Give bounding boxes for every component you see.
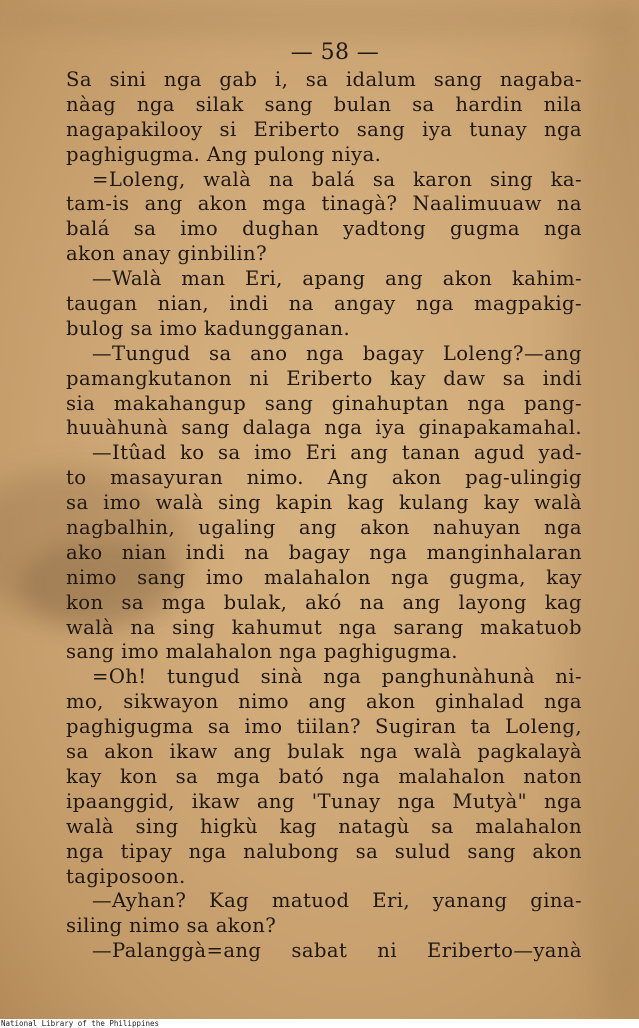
text-line: tagiposoon. xyxy=(66,864,186,888)
library-credit: National Library of the Philippines xyxy=(1,1019,160,1028)
text-line: walà na sing kahumut nga sarang makatuob xyxy=(66,615,582,639)
text-line: mo, sikwayon nimo ang akon ginhalad nga xyxy=(66,690,582,714)
text-line: —Itûad ko sa imo Eri ang tanan agud yad- xyxy=(92,441,582,465)
text-line: —Ayhan? Kag matuod Eri, yanang gina- xyxy=(92,889,582,913)
text-line: pamangkutanon ni Eriberto kay daw sa indi xyxy=(66,366,582,390)
text-line: —Palanggà=ang sabat ni Eriberto—yanà xyxy=(92,939,582,963)
text-line: sa imo walà sing kapin kag kulang kay walà xyxy=(66,491,582,515)
text-line: —Tungud sa ano nga bagay Loleng?—ang xyxy=(92,341,582,365)
text-line: nimo sang imo malahalon nga gugma, kay xyxy=(66,565,582,589)
text-line: taugan nian, indi na angay nga magpakig- xyxy=(66,292,582,316)
text-line: Sa sini nga gab i, sa idalum sang nagaba- xyxy=(66,68,582,91)
text-line: nàag nga silak sang bulan sa hardin nila xyxy=(66,92,582,116)
text-line: ipaanggid, ikaw ang 'Tunay nga Mutyà" nga xyxy=(66,789,582,813)
text-line: sia makahangup sang ginahuptan nga pang- xyxy=(66,391,582,415)
page-number: — 58 — xyxy=(290,40,380,65)
text-line: kay kon sa mga bató nga malahalon naton xyxy=(66,764,582,788)
text-line: =Oh! tungud sinà nga panghunàhunà ni- xyxy=(92,665,582,689)
text-line: ako nian indi na bagay nga manginhalaran xyxy=(66,540,582,564)
text-line: kon sa mga bulak, akó na ang layong kag xyxy=(66,590,582,614)
text-line: —Walà man Eri, apang ang akon kahim- xyxy=(92,267,582,291)
text-line: sa akon ikaw ang bulak nga walà pagkalayà xyxy=(66,740,582,764)
text-line: sang imo malahalon nga paghigugma. xyxy=(66,640,458,664)
paper-stain xyxy=(0,0,639,40)
text-line: tam-is ang akon mga tinagà? Naalimuuaw na xyxy=(66,192,582,216)
text-line: balá sa imo dughan yadtong gugma nga xyxy=(66,217,582,241)
text-line: paghigugma. Ang pulong niya. xyxy=(66,142,382,166)
text-line: paghigugma sa imo tiilan? Sugiran ta Loleng, xyxy=(66,715,582,739)
page-text xyxy=(66,38,582,964)
text-line: to masayuran nimo. Ang akon pag-ulingig xyxy=(66,466,582,490)
text-line: nagapakilooy si Eriberto sang iya tunay nga xyxy=(66,117,582,141)
text-line: nga tipay nga nalubong sa sulud sang akon xyxy=(66,839,582,863)
text-line: nagbalhin, ugaling ang akon nahuyan nga xyxy=(66,516,582,540)
text-line: huuàhunà sang dalaga nga iya ginapakamahal. xyxy=(66,416,582,440)
text-line: akon anay ginbilin? xyxy=(66,242,267,266)
text-line: =Loleng, walà na balá sa karon sing ka- xyxy=(92,167,582,191)
text-line: walà sing higkù kag natagù sa malahalon xyxy=(66,814,582,838)
text-line: bulog sa imo kadungganan. xyxy=(66,316,351,340)
text-line: siling nimo sa akon? xyxy=(66,914,277,938)
